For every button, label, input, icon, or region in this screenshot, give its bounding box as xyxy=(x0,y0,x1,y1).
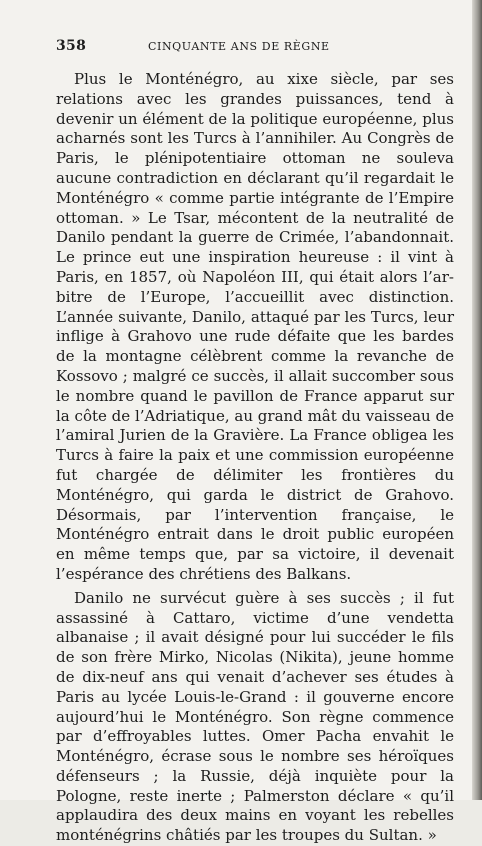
running-title: CINQUANTE ANS DE RÈGNE xyxy=(148,40,330,53)
body-paragraph: Danilo ne survécut guère à ses succès ; il fut assassiné à Cattaro, victime d’une vendetta albanaise ; il avait désigné pour lui succéder le fils de son frère Mirko, Nicolas (Nikita), jeune homme de dix-neuf ans qui venait d’achever ses études à Paris au lycée Louis-le-Grand : il gouverne encore aujourd’hui le Monténégro. Son règne commence par d’effroyables luttes. Omer Pacha envahit le Monténégro, écrase sous le nombre ses héroïques défenseurs ; la Russie, déjà inquiète pour la Pologne, reste inerte ; Palmerston déclare « qu’il applaudira des deux mains en voyant les rebelles monténégrins châtiés par les troupes du Sultan. » xyxy=(56,588,454,845)
body-paragraph: Plus le Monténégro, au xixe siècle, par ses relations avec les grandes puissances, tend à devenir un élément de la politique européenne, plus acharnés sont les Turcs à l’annihiler. Au Congrès de Paris, le plénipotentiaire ottoman ne souleva aucune contradiction en déclarant qu’il regardait le Monténégro « comme partie intégrante de l’Empire ottoman. » Le Tsar, mécontent de la neutralité de Danilo pendant la guerre de Crimée, l’abandonnait. Le prince eut une inspiration heureuse : il vint à Paris, en 1857, où Napoléon III, qui était alors l’arbitre de l’Europe, l’accueillit avec distinction. L’année suivante, Danilo, attaqué par les Turcs, leur inflige à Grahovo une rude défaite que les bardes de la montagne célèbrent comme la revanche de Kossovo ; malgré ce succès, il allait succomber sous le nombre quand le pavillon de France apparut sur la côte de l’Adriatique, au grand mât du vaisseau de l’amiral Jurien de la Gravière. La France obligea les Turcs à faire la paix et une commission européenne fut chargée de délimiter les frontières du Monténégro, qui garda le district de Grahovo. Désormais, par l’intervention française, le Monténégro entrait dans le droit public européen en même temps que, par sa victoire, il devenait l’espérance des chrétiens des Balkans. xyxy=(56,70,454,583)
page-gutter-shadow xyxy=(472,0,482,800)
page-header xyxy=(56,38,454,54)
page-number: 358 xyxy=(56,38,87,54)
